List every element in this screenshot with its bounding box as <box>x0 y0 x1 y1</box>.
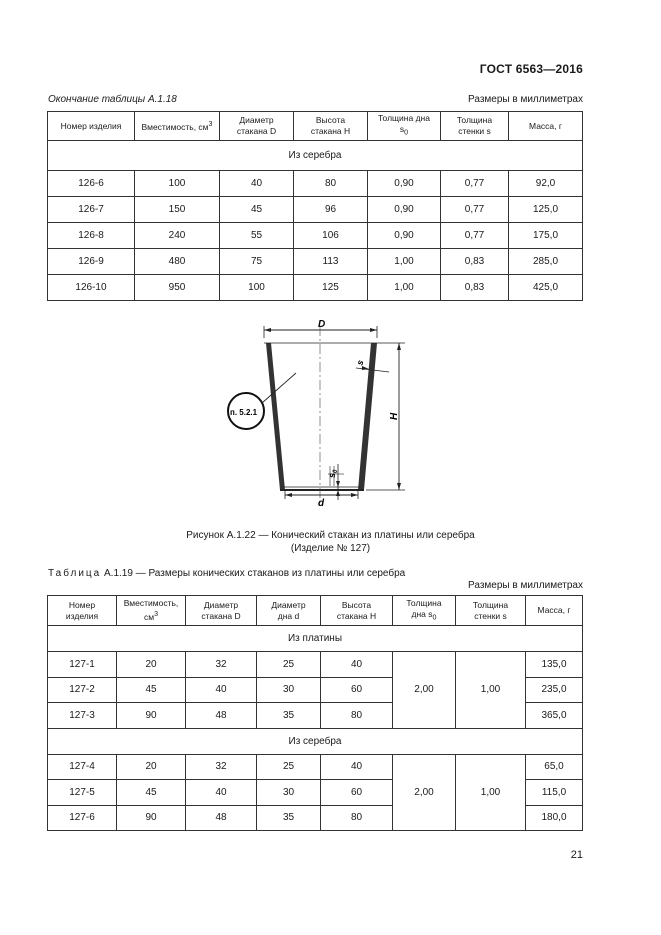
table-cell: 35 <box>257 805 321 831</box>
table-cell: 65,0 <box>526 754 583 780</box>
table-cell: 126-9 <box>48 249 135 275</box>
table-cell: 55 <box>220 223 294 249</box>
table2-title-prefix: Таблица <box>48 568 102 579</box>
table-cell: 100 <box>135 171 220 197</box>
table2-title-rest: А.1.19 — Размеры конических стаканов из платины или серебра <box>104 568 406 579</box>
table-cell: 285,0 <box>509 249 583 275</box>
table-cell: 1,00 <box>368 249 441 275</box>
page-number: 21 <box>570 849 583 861</box>
conical-beaker-drawing <box>215 312 415 512</box>
table1 <box>47 111 583 301</box>
table-cell: 113 <box>294 249 368 275</box>
table1-col-number: Номер изделия <box>48 112 135 141</box>
table-cell: 235,0 <box>526 677 583 703</box>
table-cell: 25 <box>257 754 321 780</box>
figure-caption-line2: (Изделие № 127) <box>290 543 371 554</box>
table1-col-mass: Масса, г <box>509 112 583 141</box>
table1-col-diameter: Диаметр стакана D <box>220 112 294 141</box>
figure-caption <box>0 529 661 555</box>
table2-group1-wall-thickness: 1,00 <box>456 652 526 729</box>
table-cell: 0,77 <box>441 223 509 249</box>
arrowhead <box>397 483 401 490</box>
figure-caption-line1: Рисунок А.1.22 — Конический стакан из платины или серебра <box>186 530 475 541</box>
arrowhead <box>370 328 377 332</box>
table-cell: 127-5 <box>48 780 117 806</box>
table-cell: 40 <box>186 780 257 806</box>
table-row <box>48 223 583 249</box>
table-cell: 45 <box>117 677 186 703</box>
table-cell: 80 <box>321 703 393 729</box>
table-cell: 0,83 <box>441 275 509 301</box>
table2-group1-bottom-thickness: 2,00 <box>393 652 456 729</box>
table2 <box>47 595 583 831</box>
label-d: d <box>318 498 325 509</box>
table1-col-capacity: Вместимость, $см^3$ <box>135 112 220 141</box>
table-cell: 32 <box>186 754 257 780</box>
table-cell: 135,0 <box>526 652 583 678</box>
table-cell: 126-6 <box>48 171 135 197</box>
table-cell: 40 <box>220 171 294 197</box>
table2-col-wall-thickness: Толщина стенки s <box>456 596 526 626</box>
table2-col-diameter: Диаметр стакана D <box>186 596 257 626</box>
arrowhead <box>351 493 358 497</box>
table-cell: 45 <box>117 780 186 806</box>
table-cell: 40 <box>186 677 257 703</box>
table2-group2-bottom-thickness: 2,00 <box>393 754 456 831</box>
table-cell: 60 <box>321 780 393 806</box>
table-cell: 127-1 <box>48 652 117 678</box>
standard-number: ГОСТ 6563—2016 <box>479 62 583 76</box>
table-cell: 96 <box>294 197 368 223</box>
table-cell: 92,0 <box>509 171 583 197</box>
table-row <box>48 754 583 780</box>
table1-col-bottom-thickness: Толщина дна $s_0$ <box>368 112 441 141</box>
table-cell: 127-4 <box>48 754 117 780</box>
table-row <box>48 275 583 301</box>
table-cell: 150 <box>135 197 220 223</box>
table-cell: 127-2 <box>48 677 117 703</box>
table2-group-platinum: Из платины <box>48 626 583 652</box>
table1-col-height: Высота стакана H <box>294 112 368 141</box>
table-cell: 240 <box>135 223 220 249</box>
reference-label: п. 5.2.1 <box>230 408 258 417</box>
table-cell: 0,77 <box>441 171 509 197</box>
table-cell: 125,0 <box>509 197 583 223</box>
arrowhead <box>285 493 292 497</box>
table-cell: 127-6 <box>48 805 117 831</box>
table2-group-silver: Из серебра <box>48 728 583 754</box>
table-cell: 20 <box>117 754 186 780</box>
arrowhead <box>336 481 340 487</box>
table-cell: 80 <box>321 805 393 831</box>
table-cell: 0,90 <box>368 223 441 249</box>
table-cell: 40 <box>321 754 393 780</box>
table-cell: 30 <box>257 780 321 806</box>
table1-col-wall-thickness: Толщина стенки s <box>441 112 509 141</box>
table-cell: 480 <box>135 249 220 275</box>
table1-caption: Окончание таблицы А.1.18 <box>48 94 177 105</box>
label-D: D <box>318 319 326 330</box>
table-cell: 0,90 <box>368 171 441 197</box>
table-cell: 180,0 <box>526 805 583 831</box>
table-cell: 48 <box>186 805 257 831</box>
table-cell: 100 <box>220 275 294 301</box>
table2-group2-wall-thickness: 1,00 <box>456 754 526 831</box>
table-cell: 20 <box>117 652 186 678</box>
table-cell: 25 <box>257 652 321 678</box>
table-cell: 126-8 <box>48 223 135 249</box>
table-cell: 48 <box>186 703 257 729</box>
table-cell: 45 <box>220 197 294 223</box>
table-cell: 80 <box>294 171 368 197</box>
table-row <box>48 171 583 197</box>
table-cell: 90 <box>117 805 186 831</box>
table-cell: 125 <box>294 275 368 301</box>
table-row <box>48 652 583 678</box>
table-cell: 32 <box>186 652 257 678</box>
label-s0: $s_0$ <box>327 469 339 478</box>
table-cell: 30 <box>257 677 321 703</box>
table-cell: 90 <box>117 703 186 729</box>
table-cell: 0,83 <box>441 249 509 275</box>
arrowhead <box>397 343 401 350</box>
table2-col-height: Высота стакана H <box>321 596 393 626</box>
table-cell: 126-10 <box>48 275 135 301</box>
label-s: s <box>354 358 366 367</box>
table-cell: 60 <box>321 677 393 703</box>
table1-group-silver: Из серебра <box>48 141 583 171</box>
table-cell: 127-3 <box>48 703 117 729</box>
label-H: H <box>389 412 400 420</box>
table-cell: 75 <box>220 249 294 275</box>
table2-col-bottom-thickness: Толщина дна $s_0$ <box>393 596 456 626</box>
left-wall <box>266 343 285 490</box>
table-cell: 0,90 <box>368 197 441 223</box>
table-row <box>48 197 583 223</box>
table2-header-row <box>48 596 583 626</box>
table-cell: 115,0 <box>526 780 583 806</box>
table1-header-row <box>48 112 583 141</box>
table-cell: 126-7 <box>48 197 135 223</box>
table2-title <box>48 568 405 579</box>
table2-col-capacity: Вместимость, $см^3$ <box>117 596 186 626</box>
table2-col-mass: Масса, г <box>526 596 583 626</box>
table-cell: 425,0 <box>509 275 583 301</box>
table-cell: 1,00 <box>368 275 441 301</box>
table1-units: Размеры в миллиметрах <box>468 94 583 105</box>
table-cell: 365,0 <box>526 703 583 729</box>
table2-col-bottom-diameter: Диаметр дна d <box>257 596 321 626</box>
table2-units: Размеры в миллиметрах <box>468 580 583 591</box>
table-cell: 950 <box>135 275 220 301</box>
table-cell: 175,0 <box>509 223 583 249</box>
table-cell: 35 <box>257 703 321 729</box>
table-cell: 0,77 <box>441 197 509 223</box>
reference-leader <box>262 373 296 403</box>
table-cell: 106 <box>294 223 368 249</box>
table-row <box>48 249 583 275</box>
table2-col-number: Номер изделия <box>48 596 117 626</box>
table-cell: 40 <box>321 652 393 678</box>
arrowhead <box>264 328 271 332</box>
